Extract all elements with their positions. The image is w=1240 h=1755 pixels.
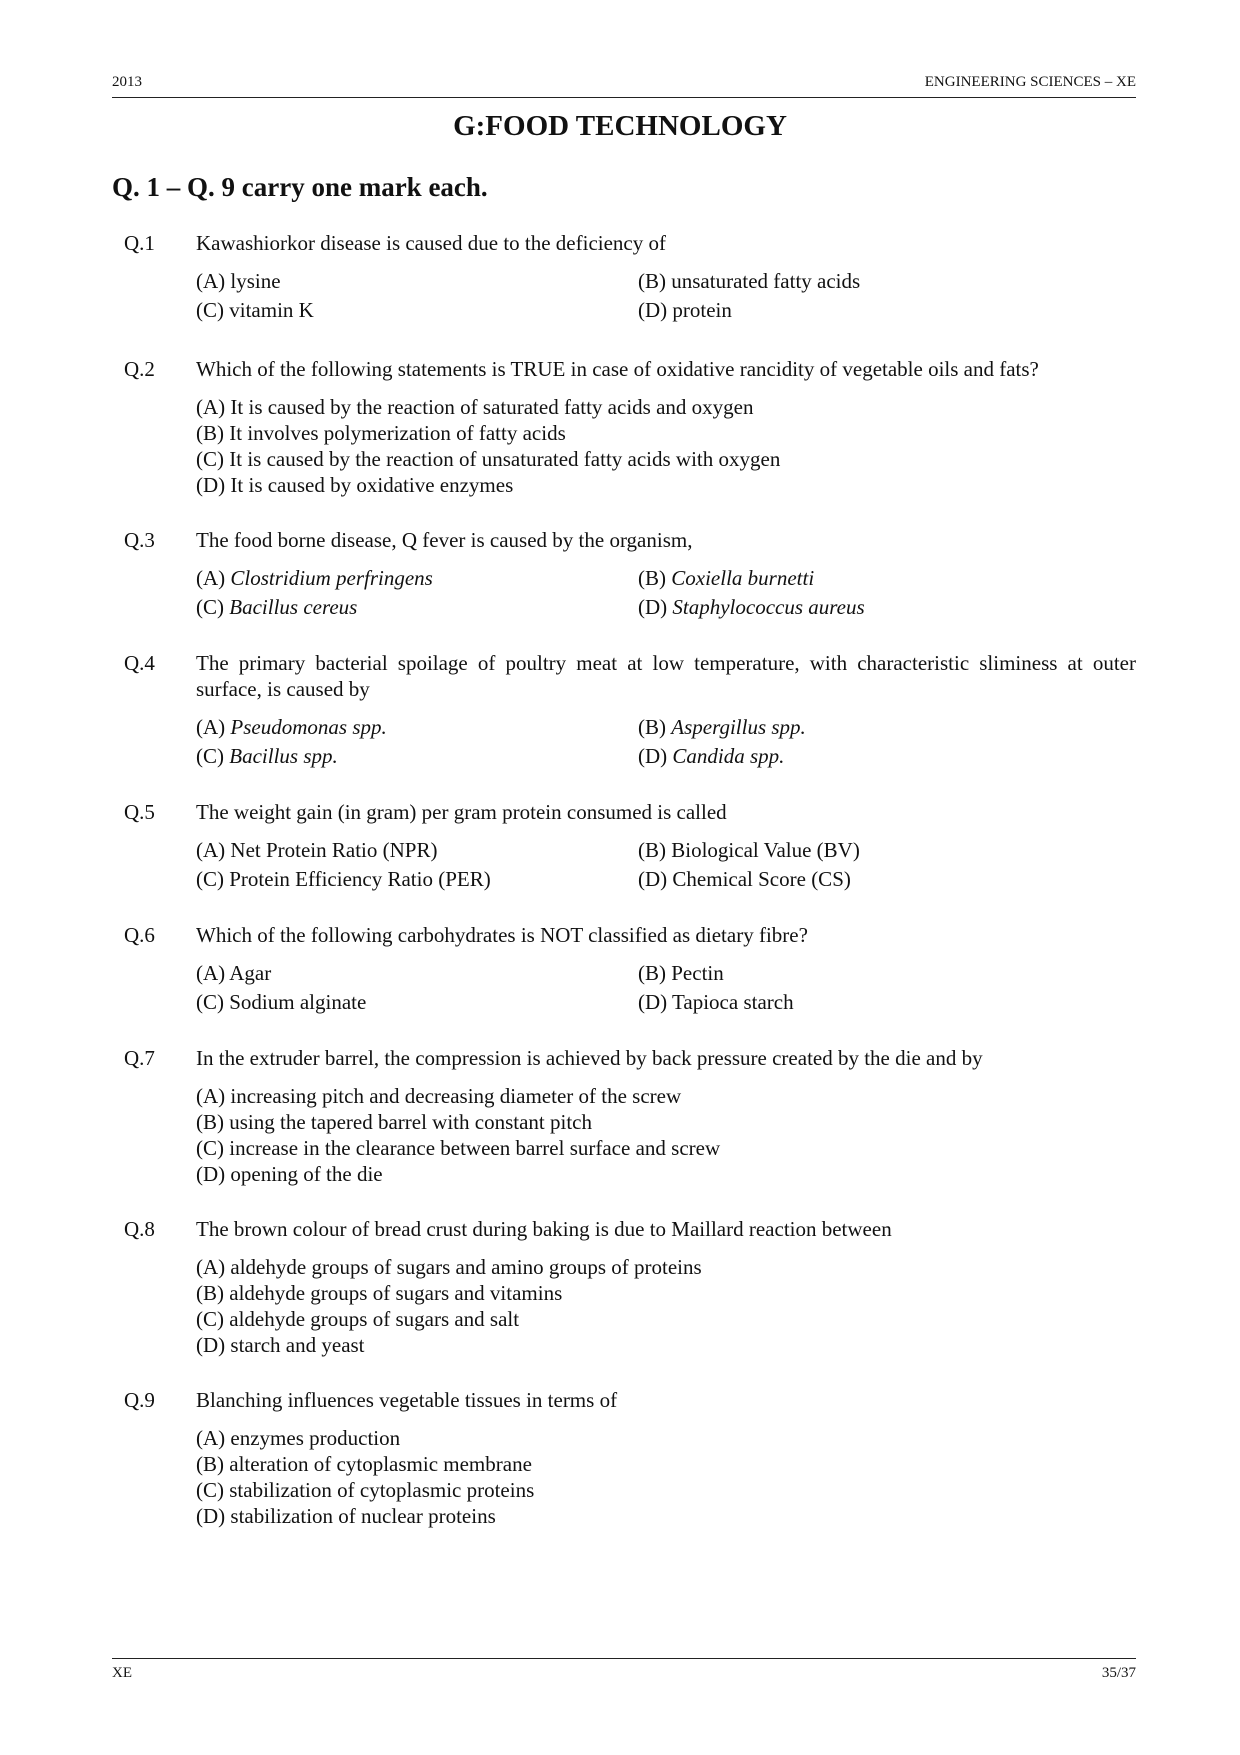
question-text: The weight gain (in gram) per gram protein consumed is called [196,800,727,824]
option-d: (D) Tapioca starch [638,990,794,1014]
option-d: (D) protein [638,298,732,322]
question-number: Q.4 [124,651,155,675]
option-c: (C) Protein Efficiency Ratio (PER) [196,867,491,891]
page-header [112,74,1136,98]
question-list [112,230,1136,1529]
option-b: (B) using the tapered barrel with constant pitch [196,1110,592,1134]
question-9 [112,1387,1136,1529]
footer-paper-code: XE [112,1665,132,1681]
option-d: (D) starch and yeast [196,1333,365,1357]
question-number: Q.6 [124,923,155,947]
option-b: (B) Coxiella burnetti [638,566,815,590]
header-paper-name: ENGINEERING SCIENCES – XE [924,74,1136,90]
option-a: (A) aldehyde groups of sugars and amino groups of proteins [196,1255,702,1279]
option-c: (C) increase in the clearance between barrel surface and screw [196,1136,721,1160]
question-number: Q.1 [124,231,155,255]
question-text: The brown colour of bread crust during baking is due to Maillard reaction between [196,1217,892,1241]
option-c: (C) Bacillus cereus [196,595,358,619]
option-b: (B) Biological Value (BV) [638,838,860,862]
question-text: In the extruder barrel, the compression is achieved by back pressure created by the die and by [196,1046,983,1070]
page-number: 35/37 [1101,1665,1136,1681]
option-b: (B) alteration of cytoplasmic membrane [196,1452,532,1476]
option-d: (D) Candida spp. [638,744,785,768]
question-text: The food borne disease, Q fever is caused by the organism, [196,528,693,552]
question-number: Q.7 [124,1046,155,1070]
question-number: Q.5 [124,800,155,824]
question-8 [112,1216,1136,1358]
question-6 [112,922,1136,1016]
option-d: (D) Staphylococcus aureus [638,595,865,619]
question-1 [112,230,1136,324]
option-b: (B) unsaturated fatty acids [638,269,861,293]
options [196,714,1136,770]
option-c: (C) Sodium alginate [196,990,367,1014]
option-a: (A) increasing pitch and decreasing diameter of the screw [196,1084,682,1108]
question-text: Blanching influences vegetable tissues in terms of [196,1388,618,1412]
option-d: (D) It is caused by oxidative enzymes [196,473,514,497]
question-number: Q.8 [124,1217,155,1241]
question-7 [112,1045,1136,1187]
option-d: (D) Chemical Score (CS) [638,867,851,891]
option-a: (A) Clostridium perfringens [196,566,433,590]
option-c: (C) stabilization of cytoplasmic proteins [196,1478,535,1502]
page-footer [112,1658,1136,1682]
section-title: G:FOOD TECHNOLOGY [453,110,787,142]
question-number: Q.2 [124,357,155,381]
option-a: (A) enzymes production [196,1426,401,1450]
option-c: (C) Bacillus spp. [196,744,338,768]
options [196,960,1136,1016]
option-b: (B) Pectin [638,961,724,985]
options [196,268,1136,324]
option-b: (B) Aspergillus spp. [638,715,806,739]
options [196,565,1136,621]
question-number: Q.3 [124,528,155,552]
option-a: (A) lysine [196,269,281,293]
option-d: (D) stabilization of nuclear proteins [196,1504,496,1528]
options [196,1425,1136,1529]
header-year: 2013 [112,74,142,90]
question-4 [112,650,1136,770]
question-2 [112,356,1136,498]
option-b: (B) It involves polymerization of fatty acids [196,421,566,445]
option-a: (A) It is caused by the reaction of saturated fatty acids and oxygen [196,395,754,419]
question-text: The primary bacterial spoilage of poultry meat at low temperature, with characteristic sliminess at outer surface, is caused by [196,651,1136,701]
option-b: (B) aldehyde groups of sugars and vitamins [196,1281,563,1305]
options [196,1254,1136,1358]
option-d: (D) opening of the die [196,1162,383,1186]
option-a: (A) Net Protein Ratio (NPR) [196,838,438,862]
option-c: (C) aldehyde groups of sugars and salt [196,1307,520,1331]
options [196,837,1136,893]
marks-note: Q. 1 – Q. 9 carry one mark each. [112,172,488,202]
question-text: Kawashiorkor disease is caused due to the deficiency of [196,231,666,255]
option-c: (C) vitamin K [196,298,314,322]
options [196,394,1136,498]
option-c: (C) It is caused by the reaction of unsaturated fatty acids with oxygen [196,447,781,471]
option-a: (A) Agar [196,961,272,985]
question-number: Q.9 [124,1388,155,1412]
options [196,1083,1136,1187]
question-5 [112,799,1136,893]
question-3 [112,527,1136,621]
option-a: (A) Pseudomonas spp. [196,715,387,739]
question-text: Which of the following statements is TRUE in case of oxidative rancidity of vegetable oils and fats? [196,357,1039,381]
question-text: Which of the following carbohydrates is NOT classified as dietary fibre? [196,923,808,947]
